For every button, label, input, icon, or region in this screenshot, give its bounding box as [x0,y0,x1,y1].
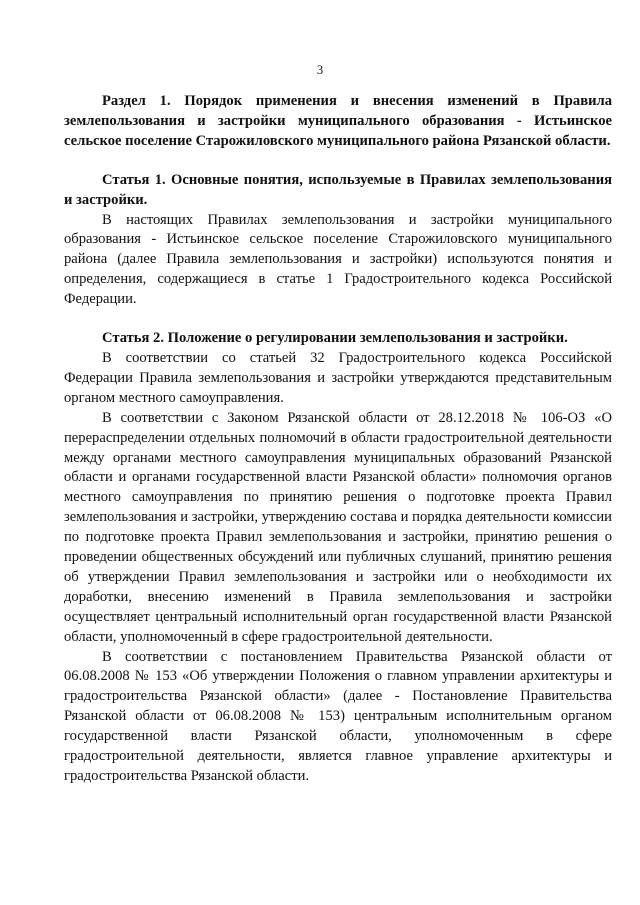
article-1-paragraph: В настоящих Правилах землепользования и застройки муниципального образования - Истьинское сельское поселение Старожиловского муниципального района (далее Правила землепользования и застройки) используются понятия и определения, содержащиеся в статье 1 Градостроительного кодекса Российской Федерации. [64,211,612,308]
page-number: 3 [316,63,324,77]
article-2-paragraph: В соответствии с постановлением Правительства Рязанской области от 06.08.2008 № 153 «Об утверждении Положения о главном управлении архитектуры и градостроительства Рязанской области» (далее - Постановление Правительства Рязанской области от 06.08.2008 № 153) центральным исполнительным органом государственной власти Рязанской области, уполномоченным в сфере градостроительной деятельности, является главное управление архитектуры и градостроительства Рязанской области. [64,648,612,784]
article-2-paragraph: В соответствии с Законом Рязанской области от 28.12.2018 № 106-ОЗ «О перераспределении отдельных полномочий в области градостроительной деятельности между органами местного самоуправления муниципальных образований Рязанской области и органами государственной власти Рязанской области» полномочия органов местного самоуправления по принятию решения о подготовке проекта Правил землепользования и застройки, утверждению состава и порядка деятельности комиссии по подготовке проекта Правил землепользования и застройки, принятию решения о проведении общественных обсуждений или публичных слушаний, принятию решения об утверждении Правил землепользования и застройки или о необходимости их доработки, внесению изменений в Правила землепользования и застройки осуществляет центральный исполнительный орган государственной власти Рязанской области, уполномоченный в сфере градостроительной деятельности. [64,409,612,645]
article-2-heading: Статья 2. Положение о регулировании землепользования и застройки. [102,330,568,347]
page-content [64,92,612,787]
article-1-heading: Статья 1. Основные понятия, используемые в Правилах землепользования и застройки. [64,171,612,208]
article-2-paragraph: В соответствии со статьей 32 Градостроительного кодекса Российской Федерации Правила землепользования и застройки утверждаются представительным органом местного самоуправления. [64,349,612,406]
section-heading: Раздел 1. Порядок применения и внесения изменений в Правила землепользования и застройки муниципального образования - Истьинское сельское поселение Старожиловского муниципального района Рязанской области. [64,93,612,149]
